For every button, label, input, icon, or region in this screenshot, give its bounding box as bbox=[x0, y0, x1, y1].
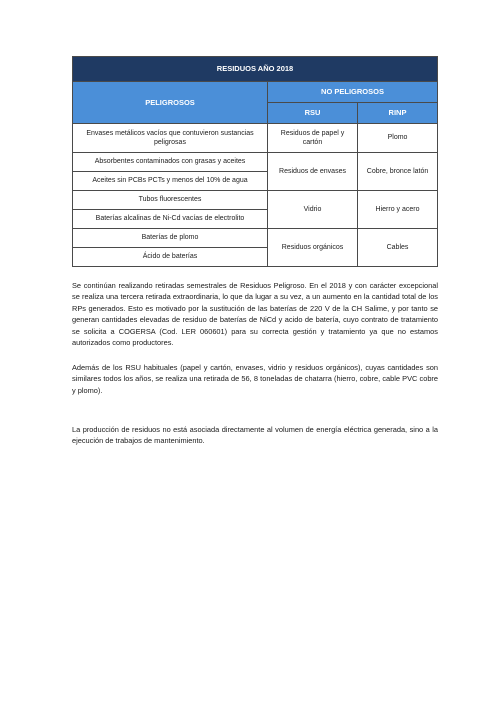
peligroso-cell: Baterías de plomo bbox=[73, 229, 268, 248]
header-rsu: RSU bbox=[268, 103, 358, 124]
waste-table bbox=[72, 56, 438, 267]
peligroso-cell: Envases metálicos vacíos que contuvieron sustancias peligrosas bbox=[73, 124, 268, 153]
rsu-cell: Residuos de envases bbox=[268, 153, 358, 191]
paragraph-produccion: La producción de residuos no está asociada directamente al volumen de energía eléctrica generada, sino a la ejecución de trabajos de mantenimiento. bbox=[72, 425, 438, 446]
peligroso-cell: Ácido de baterías bbox=[73, 248, 268, 267]
peligroso-cell: Aceites sin PCBs PCTs y menos del 10% de agua bbox=[73, 172, 268, 191]
table-title: RESIDUOS AÑO 2018 bbox=[73, 57, 438, 82]
paragraph-rsu-chatarra: Además de los RSU habituales (papel y cartón, envases, vidrio y residuos orgánicos), cuyas cantidades son similares todos los años, se realiza una retirada de 56, 8 toneladas de chatarra (hierro, cobre, cable PVC cobre y plomo). bbox=[72, 363, 438, 395]
header-no-peligrosos: NO PELIGROSOS bbox=[268, 82, 438, 103]
rsu-cell: Residuos de papel y cartón bbox=[268, 124, 358, 153]
rinp-cell: Hierro y acero bbox=[358, 191, 438, 229]
peligroso-cell: Absorbentes contaminados con grasas y aceites bbox=[73, 153, 268, 172]
header-rinp: RINP bbox=[358, 103, 438, 124]
rinp-cell: Cables bbox=[358, 229, 438, 267]
peligroso-cell: Baterías alcalinas de Ni-Cd vacías de electrolito bbox=[73, 210, 268, 229]
rsu-cell: Residuos orgánicos bbox=[268, 229, 358, 267]
peligroso-cell: Tubos fluorescentes bbox=[73, 191, 268, 210]
header-peligrosos: PELIGROSOS bbox=[73, 82, 268, 124]
rinp-cell: Cobre, bronce latón bbox=[358, 153, 438, 191]
rinp-cell: Plomo bbox=[358, 124, 438, 153]
paragraph-retiradas: Se continúan realizando retiradas semestrales de Residuos Peligroso. En el 2018 y con carácter excepcional se realiza una tercera retirada extraordinaria, lo que da lugar a su vez, a un aumento en la cantidad total de los RPs generados. Esto es motivado por la sustitución de las baterías de 220 V de la CH Salime, y por tanto se generan cantidades elevadas de residuo de baterías de NiCd y acido de batería, cuyo contrato de tratamiento se solicita a COGERSA (Cod. LER 060601) para su correcta gestión y tratamiento ya que no estamos autorizados como productores. bbox=[72, 281, 438, 348]
rsu-cell: Vidrio bbox=[268, 191, 358, 229]
